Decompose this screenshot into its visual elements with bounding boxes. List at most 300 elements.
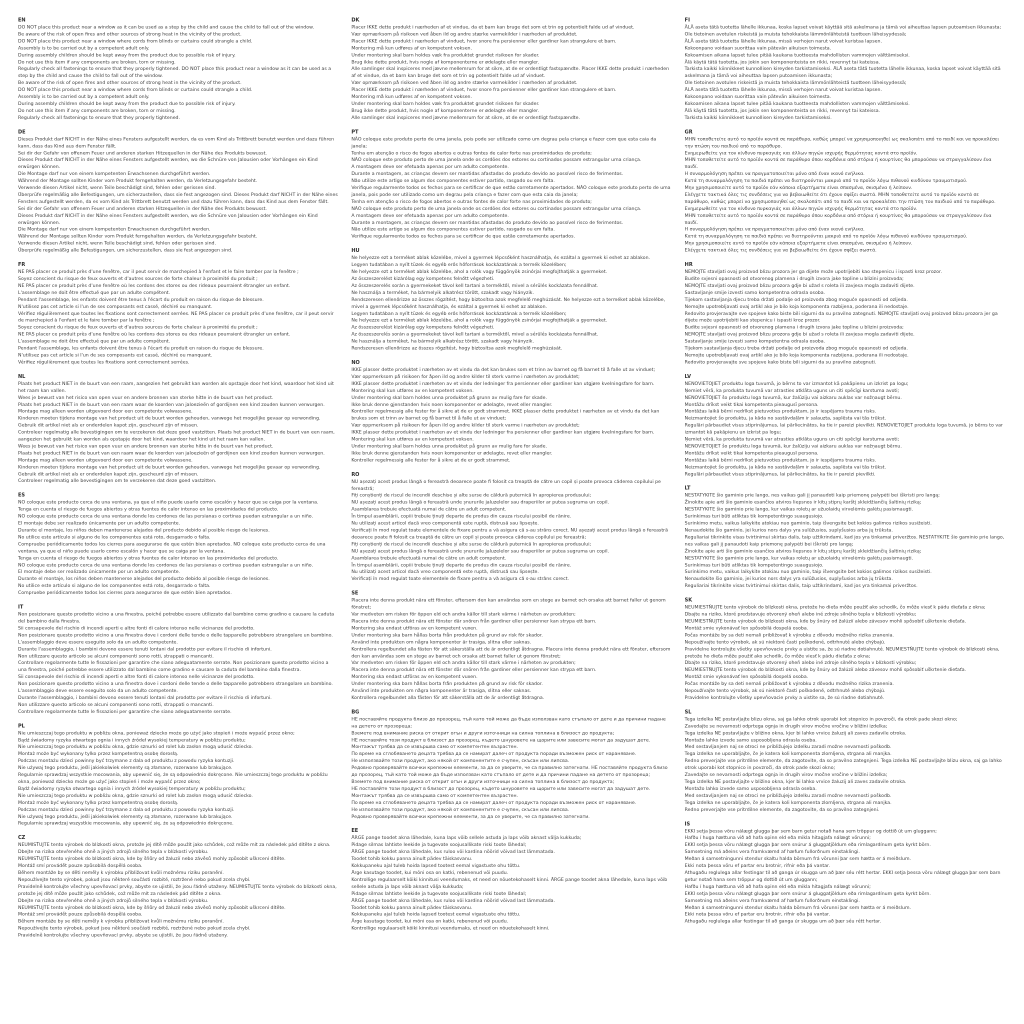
warning-line: Regularnie sprawdzaj wszystkie mocowania, aby upewnić się, że są odpowiednio dokręcone. Nie umieszczaj tego produktu w pobliżu okna, ponieważ dziecko może go użyć jako stopień i może wypaść przez okno; — [18, 772, 328, 785]
warning-line: Kokoamisen aikana lapset tulee pitää kaukana tuotteesta mahdollisten vammojen välttämiseksi. — [684, 52, 910, 58]
warning-line: În timpul asamblării, copiii trebuie ținuți departe de produs din cauza riscului posibil de rănire. — [351, 562, 572, 568]
warning-line: Plaats het product NIET in de buurt van een raam waar de koorden van jaloezieën of gordijnen een kind zouden kunnen verwurgen. — [18, 401, 325, 408]
warning-line: Während der Montage sollten Kinder vom Produkt ferngehalten werden, da Verletzungsgefahr besteht. — [18, 178, 258, 184]
warning-line: Não utilize este artigo se algum dos componentes estiver partido, rasgado ou em falta. — [351, 178, 555, 184]
warning-line: Alle samlinger skal inspiceres med jævne mellemrum for at sikre, at de er ordentligt fastspændte. — [351, 114, 580, 121]
warning-line: Dbejte na rizika otevřeného ohně a jiných zdrojů silného tepla v blízkosti výrobku. — [18, 849, 209, 855]
language-code: ES — [18, 492, 26, 499]
warning-line: L'assemblage ne doit être effectué que par un adulte compétent. — [18, 289, 171, 296]
warning-line: N'utilisez pas cet article si l'un de ses composants est cassé, déchiré ou manquant. — [18, 303, 213, 310]
warning-line: A montagem deve ser efetuada apenas por um adulto competente. — [351, 212, 509, 219]
warning-line: NENOVIETOJIET šo produktu loga tuvumā, kur žalūziju vai aizkaru auklas var nožņaugt bērnu. — [684, 394, 902, 401]
warning-line: Toodet tohib kokku panna ainult pädev täiskasvanu. — [351, 904, 473, 911]
warning-line: Nie używaj tego produktu, jeśli jakiekolwiek elementy są złamane, rozerwane lub brakujące. — [18, 813, 233, 820]
warning-line: Вземете под внимание риска от открит огън и други източници на силна топлина в близост до продукта; — [351, 730, 615, 736]
warning-line: Tenga en cuenta el riesgo de fuegos abiertos y otras fuentes de calor intenso en las proximidades del producto. — [18, 506, 279, 513]
warning-line: Durante a montagem, as crianças devem ser mantidas afastadas do produto devido ao possível risco de ferimentos. — [351, 171, 624, 177]
warning-line: Počas montáže by sa deti nemali približovať k výrobku z dôvodu možného rizika zranenia. — [684, 632, 894, 638]
warning-line: NE PAS placer ce produit près d'une fenêtre, car il peut servir de marchepied à l'enfant et le faire tomber par la fenêtre ; — [18, 269, 299, 275]
warning-line: Nie umieszczaj tego produktu w pobliżu okna, gdzie sznurki od rolet lub zasłon mogą udusić dziecko. — [18, 744, 253, 750]
warning-line: Under montering ska barn hållas borta från produkten på grund av risk för skador. — [351, 632, 543, 638]
warning-line: Dieses Produkt darf NICHT in der Nähe eines Fensters aufgestellt werden, da es vom Kind als Trittbrett benutzt werden und dazu führen kann, dass das Kind aus dem Fenster fällt. — [18, 136, 335, 149]
warning-line: IKKE plasser dette produktet i nærheten av et vindu da det kan brukes som et trinn av barnet og få barnet til å falle ut av vinduet; — [351, 366, 656, 373]
warning-line: Verificați în mod regulat toate elementele de fixare pentru a vă asigura că s-au strâns corect. NU așezați acest produs lângă o fereastră deoarece poate fi folosit ca treaptă de către un copil și poate provoca căderea copilului pe fereastră; — [351, 527, 668, 540]
warning-line: Controleer regelmatig alle bevestigingen om te verzekeren dat deze goed vastzitten. — [18, 478, 217, 484]
warning-line: Toodet tohib kokku panna ainult pädev täiskasvanu. — [351, 856, 473, 862]
warning-line: Kokoamisen aikana lapset tulee pitää kaukana tuotteesta mahdollisten vammojen välttämiseksi. — [684, 100, 910, 107]
warning-line: Redovito provjeravajte sve spojeve kako biste bili sigurni da su pravilno zategnuti. — [684, 359, 877, 365]
warning-line: Soyez conscient du risque de feux ouverts et d'autres sources de forte chaleur à proximité du produit ; — [18, 324, 258, 331]
warning-line: Nepoužívejte tento výrobek, pokud jsou některé součásti rozbité, roztržené nebo pokud zcela chybí. — [18, 925, 251, 932]
warning-line: Nie używaj tego produktu, jeśli jakiekolwiek elementy są złamane, rozerwane lub brakujące. — [18, 765, 233, 771]
warning-line: NÃO coloque este produto perto de uma janela onde os cordões dos estores ou cortinados possam estrangular uma criança. — [351, 157, 642, 163]
warning-line: Μην χρησιμοποιείτε αυτό το προϊόν εάν κάποια εξαρτήματα είναι σπασμένα, σκισμένα ή λείπουν. — [684, 185, 913, 191]
warning-line: Montažo lahko izvede samo usposobljena odrasla oseba. — [684, 785, 817, 792]
warning-line: Pravidelně kontrolujte všechny upevňovací prvky, abyste se ujistili, že jsou řádně utaženy. — [18, 932, 228, 939]
warning-line: Do not use this item if any components are broken, torn or missing. — [18, 107, 176, 114]
language-section-no — [351, 359, 671, 463]
warning-line: Tenha em atenção o risco de fogos abertos e outras fontes de calor forte nas proximidades do produto; — [351, 150, 592, 156]
warning-line: NESTATYKITE šio gaminio prie lango, kur vaikas roletų ar užuolaidų virvelėmis galėtų pasismaugti. — [684, 555, 914, 561]
warning-line: Plaats het product NIET in de buurt van een raam waar de koorden van jaloezieën of gordijnen een kind zouden kunnen verwurgen. — [18, 450, 325, 456]
warning-line: Ņemiet vērā, ka produkta tuvumā var atrasties atklāta uguns un citi spēcīgi karstuma avoti; — [684, 387, 900, 394]
warning-line: ÄRGE pange toodet akna lähedale, kuna laps võib sellele astuda ja laps võib aknast välja kukkuda; — [351, 835, 582, 841]
warning-line: NEMOJTE stavljati ovaj proizvod blizu prozora gdje bi užad s roleta ili zavjesa mogla zadaviti dijete. — [684, 282, 915, 289]
warning-line: No utilice este artículo si alguno de los componentes está roto, desgarrado o falta. — [18, 534, 211, 540]
warning-line: Pravidelně kontrolujte všechny upevňovací prvky, abyste se ujistili, že jsou řádně utaženy. NEUMISŤUJTE tento výrobek do blízkosti okna, protože jej dítě může použít jako schůdek, což může mít za následek pád dítěte z okna. — [18, 883, 337, 897]
language-section-dk — [351, 17, 671, 121]
warning-line: Compruebe periódicamente todos los cierres para asegurarse de que estén bien apretados. NO coloque este producto cerca de una ventana, ya que el niño puede usarlo como escalón y hacer que se caiga por la ventana. — [18, 541, 326, 554]
warning-line: Placer IKKE dette produkt i nærheden af et vindue, da et barn kan bruge det som et trin og potentielt falde ud af vinduet. — [351, 24, 635, 30]
warning-line: Dieses Produkt darf NICHT in der Nähe eines Fensters aufgestellt werden, wo die Schnüre von Jalousien oder Vorhängen ein Kind erwürgen können. — [18, 157, 318, 170]
warning-line: NO coloque este producto cerca de una ventana donde los cordones de las persianas o cortinas puedan estrangular a un niño. — [18, 562, 314, 568]
warning-line: Compruebe periódicamente todos los cierres para asegurarse de que estén bien apretados. — [18, 590, 232, 596]
warning-line: NESTATYKITE šio gaminio prie lango, nes vaikas gali jį panaudoti kaip priemonę palypėti bei iškristi pro langą; — [684, 492, 940, 499]
warning-line: NE PAS placer ce produit près d'une fenêtre où les cordons des stores ou des rideaux pourraient étrangler un enfant. — [18, 331, 291, 338]
warning-line: Montáž smí provádět pouze způsobilá dospělá osoba. — [18, 863, 143, 869]
warning-line: Hafðu í huga hættuna við að hafa opinn eld eða mikla hitagjafa nálægt vörunni; — [684, 835, 871, 841]
language-code: SE — [351, 590, 359, 597]
warning-line: Nepoužívajte tento výrobok, ak sú niektoré časti poškodené, odtrhnuté alebo chýbajú. — [684, 639, 886, 645]
warning-line: Pravidelne kontrolujte všetky upevňovacie prvky a uistite sa, že sú riadne dotiahnuté. — [684, 694, 885, 701]
warning-line: Sei dir der Gefahr von offenem Feuer und anderen starken Hitzequellen in der Nähe des Produkts bewusst. — [18, 150, 267, 156]
warning-line: Placera inte denna produkt nära ett fönster där snören från gardiner eller persienner kan strypa ett barn. — [351, 618, 597, 624]
warning-line: Вземете под внимание риска от открит огън и други източници на силна топлина в близост до продукта; — [351, 779, 615, 785]
warning-line: Tega izdelka NE postavljajte v bližino okna, kjer bi lahko vrvice žaluzij ali zaves zadavile otroka. — [684, 730, 907, 736]
language-code: CZ — [18, 835, 26, 841]
language-code: IS — [684, 821, 691, 827]
warning-line: Pendant l'assemblage, les enfants doivent être tenus à l'écart du produit en raison du risque de blessure. — [18, 345, 264, 352]
language-code: BG — [351, 709, 360, 715]
warning-line: Montering skal kun utføres av en kompetent voksen. — [351, 436, 474, 443]
warning-line: Montáž smí provádět pouze způsobilá dospělá osoba. — [18, 911, 143, 918]
warning-line: Sii consapevole del rischio di incendi aperti e altre fonti di calore intenso nelle vicinanze del prodotto. — [18, 625, 255, 631]
warning-line: Κατά τη συναρμολόγηση τα παιδιά πρέπει να διατηρούνται μακριά από το προϊόν λόγω πιθανού κινδύνου τραυματισμού. — [684, 178, 968, 184]
warning-line: NENOVIETOJIET produktu loga tuvumā, jo bērns to var izmantot kā pakāpienu un izkrist pa logu; — [684, 380, 909, 387]
warning-line: Tarkista kaikki kiinnikkeet kunnollisen kireyden tarkistamiseksi. — [684, 114, 832, 121]
warning-line: NEUMISŤUJTE tento výrobek do blízkosti okna, kde by šňůry od žaluzií nebo závěsů mohly způsobit uškrcení dítěte. — [18, 904, 286, 911]
warning-line: Neizmantojiet šo produktu, ja kāda no sastāvdaļām ir salauzta, saplēsta vai tās trūkst. — [684, 464, 886, 470]
warning-line: По време на сглобяването децата трябва да се намират далеч от продукта поради възможен риск от нараняване. — [351, 751, 637, 757]
warning-line: NU așezați acest produs lângă o fereastră unde șnururile jaluzelelor sau draperiilor ar putea sugruma un copil. — [351, 499, 609, 506]
warning-line: Nu utilizați acest articol dacă vreo componentă este ruptă, distrusă sau lipsește. — [351, 520, 539, 527]
language-code: EN — [18, 17, 26, 23]
warning-line: Ενημερωθείτε για τον κίνδυνο πυρκαγιάς και άλλων πηγών ισχυρής θερμότητας κοντά στο προϊόν. — [684, 150, 918, 156]
warning-line: Montāžu drīkst veikt tikai kompetenta pieaugusī persona. — [684, 450, 819, 456]
language-code: PL — [18, 723, 25, 729]
warning-line: Montering ska endast utföras av en kompetent vuxen. — [351, 625, 478, 631]
language-code: GR — [684, 129, 693, 135]
warning-line: Ärge kasutage toodet, kui mõni osa on katki, rebenenud või puudu. — [351, 869, 509, 876]
warning-line: Montering må kun udføres af en kompetent voksen. — [351, 94, 472, 100]
warning-line: Kontrollera regelbundet alla fästen för att säkerställa att de är ordentligt åtdragna. Placera inte denna produkt nära ett fönster, eftersom den kan användas som en stege av barnet och orsaka att barnet faller ut genom fönstret; — [351, 646, 671, 659]
warning-line: Durante l'assemblaggio, i bambini devono essere tenuti lontani dal prodotto per evitare il rischio di infortuni. — [18, 694, 272, 701]
language-code: FR — [18, 262, 26, 268]
warning-line: Pidage silmas lahtiste leekide ja tugevate soojusallikate riski toote lähedal; — [351, 890, 527, 897]
warning-line: Montāžas laikā bērni nedrīkst pietuvoties produktam, jo ir iespējams traumu risks. — [684, 408, 877, 415]
warning-line: Placer IKKE dette produkt i nærheden af vinduet, hvor snore fra persienner eller gardiner kan strangulere et barn. — [351, 87, 617, 93]
warning-line: Surinkimo metu, vaikus laikykite atokiau nuo gaminio, taip išvengsite bet kokios galimos rizikos susižeisti. — [684, 569, 932, 575]
warning-line: Rendszeresen ellenőrizze az összes rögzítést, hogy biztosítsa azok megfelelő meghúzását. Ne helyezze ezt a terméket ablak közelébe, mivel a gyermek lépcsőként használhatja, és ezáltal a gyermek ki eshet az ablakon. — [351, 296, 666, 310]
warning-line: Fiți conștienți de riscul de incendii deschise și alte surse de căldură puternică în apropierea produsului; — [351, 541, 592, 547]
warning-line: Bądź świadomy ryzyka otwartego ognia i innych źródeł wysokiej temperatury w pobliżu produktu; — [18, 785, 246, 792]
column-right — [685, 17, 1005, 947]
warning-line: Älä käytä tätä tuotetta, jos jokin sen komponenteista on rikki, revennyt tai kateissa. — [684, 107, 881, 114]
warning-line: NEMOJTE stavljati ovaj proizvod blizu prozora gdje bi užad s roleta ili zavjesa mogla zadaviti dijete. — [684, 331, 915, 338]
warning-line: Regularly check all fastenings to ensure that they properly tightened. DO NOT place this product near a window as it can be used as a step by the child and cause the child to fall out of the window. — [18, 66, 332, 79]
warning-line: Μην χρησιμοποιείτε αυτό το προϊόν εάν κάποια εξαρτήματα είναι σπασμένα, σκισμένα ή λείπουν. — [684, 240, 913, 247]
warning-line: No utilice este artículo si alguno de los componentes está roto, desgarrado o falta. — [18, 583, 211, 589]
language-section-pl — [18, 723, 338, 827]
language-section-hu — [351, 248, 671, 352]
warning-line: Sei dir der Gefahr von offenem Feuer und anderen starken Hitzequellen in der Nähe des Produkts bewusst. — [18, 205, 267, 212]
warning-line: Montage mag alleen worden uitgevoerd door een competente volwassene. — [18, 457, 193, 463]
warning-line: Legyen tudatában a nyílt tüzek és egyéb erős hőforrások kockázatának a termék közelében; — [351, 262, 567, 268]
warning-line: Under montering ska barn hållas borta från produkten på grund av risk för skador. — [351, 681, 543, 687]
warning-line: Montáž smie vykonávať len spôsobilá dospelá osoba. — [684, 674, 809, 680]
language-code: SK — [684, 597, 693, 604]
warning-line: Žinokite apie arti šio gaminio esančios atviros liepsnos ir kitų stiprų karštį skleidžiančių šaltinių riziką; — [684, 548, 922, 554]
warning-line: Durante a montagem, as crianças devem ser mantidas afastadas do produto devido ao possível risco de ferimentos. — [351, 219, 624, 226]
warning-line: Durante l'assemblaggio, i bambini devono essere tenuti lontani dal prodotto per evitare il rischio di infortuni. — [18, 646, 272, 652]
warning-line: Var medveten om risken för öppen eld och andra källor till stark värme i närheten av produkten; — [351, 660, 576, 666]
warning-line: Var medveten om risken för öppen eld och andra källor till stark värme i närheten av produkten; — [351, 611, 576, 618]
warning-line: Dieses Produkt darf NICHT in der Nähe eines Fensters aufgestellt werden, wo die Schnüre von Jalousien oder Vorhängen ein Kind erwürgen können. — [18, 212, 318, 226]
warning-line: Redovito provjeravajte sve spojeve kako biste bili sigurni da su pravilno zategnuti. NEMOJTE stavljati ovaj proizvod blizu prozora jer ga dijete može upotrijebiti kao stepenicu i ispasti kroz prozor. — [684, 310, 998, 324]
warning-line: Dbajte na riziko, ktoré predstavuje otvorený oheň alebo iné zdroje silného tepla v blízkosti výrobku; — [684, 611, 917, 618]
warning-line: NEUMIESTŇUJTE tento výrobok do blízkosti okna, kde by šnúry od žalúzií alebo závesov mohli spôsobiť uškrtenie dieťaťa. — [684, 667, 967, 673]
warning-line: Vérifiez régulièrement que toutes les fixations sont correctement serrées. NE PAS placer ce produit près d'une fenêtre, car il peut servir de marchepied à l'enfant et le faire tomber par la fenêtre ; — [18, 310, 334, 324]
warning-line: Tijekom sastavljanja djecu treba držati podalje od proizvoda zbog moguće opasnosti od ozljeda. — [684, 296, 908, 303]
warning-line: ÄRGE pange toodet akna lähedale, kus ruloo või kardina nöörid võivad last lämmatada. — [351, 849, 555, 855]
warning-line: NU așezați acest produs lângă o fereastră unde șnururile jaluzelelor sau draperiilor ar putea sugruma un copil. — [351, 548, 609, 554]
warning-line: DO NOT place this product near a window where cords from blinds or curtains could strangle a child. — [18, 87, 253, 93]
language-code: NO — [351, 359, 360, 366]
warning-line: Plaats het product NIET in de buurt van een raam, aangezien het gebruikt kan worden als opstapje door het kind, waardoor het kind uit het raam kan vallen. — [18, 380, 334, 394]
warning-line: Verifique regularmente todos os fechos para se certificar de que estão corretamente apertados. NÃO coloque este produto perto de uma janela, pois pode ser utilizado como um degrau pela criança e fazer com que esta caia da janela; — [351, 185, 671, 198]
language-section-en — [18, 17, 338, 121]
warning-line: Montering skal kun utføres av en kompetent voksen. — [351, 387, 474, 394]
warning-line: НЕ поставяйте този продукт в близост до прозорец, където шнуровете на щорите или завесите могат да задушат дете. — [351, 737, 651, 743]
warning-line: Med sestavljanjem naj se otroci ne približujejo izdelku zaradi možne nevarnosti poškodb. — [684, 792, 892, 799]
language-section-ro — [351, 471, 671, 582]
warning-line: Não utilize este artigo se algum dos componentes estiver partido, rasgado ou em falta. — [351, 226, 555, 233]
warning-line: Under montering skal barn holdes væk fra produktet grundet risikoen for skader. — [351, 100, 540, 107]
warning-line: Assembly is to be carried out by a competent adult only. — [18, 94, 150, 100]
warning-line: Sastavljanje smije izvesti samo kompetentna odrasla osoba. — [684, 338, 826, 345]
warning-line: Ne helyezze ezt a terméket ablak közelébe, ahol a rolók vagy függönyök zsinórjai megfojthatják a gyermeket. — [351, 317, 608, 324]
warning-line: Controleer regelmatig alle bevestigingen om te verzekeren dat deze goed vastzitten. Plaats het product NIET in de buurt van een raam, aangezien het gebruikt kan worden als opstapje door het kind, waardoor het kind uit het raam kan vallen. — [18, 429, 335, 443]
warning-line: Redno preverjajte vse pritrdilne elemente, da zagotovite, da so pravilno zategnjeni. Tega izdelka NE postavljajte blizu okna, saj ga lahko otrok uporabi kot stopnico in povzroči, da otrok pade skozi okno; — [684, 758, 1002, 771]
warning-line: Montāžu drīkst veikt tikai kompetenta pieaugusī persona. — [684, 401, 819, 408]
warning-line: ÄLÄ aseta tätä tuotetta lähelle ikkunaa, missä verhojen narut voivat kuristaa lapsen. — [684, 38, 882, 44]
warning-line: Do not use this item if any components are broken, torn or missing. — [18, 59, 176, 65]
warning-line: Placera inte denna produkt nära ett fönster, eftersom den kan användas som en stege av barnet och orsaka att barnet faller ut genom fönstret; — [351, 597, 666, 611]
warning-line: Ņemiet vērā, ka produkta tuvumā var atrasties atklāta uguns un citi spēcīgi karstuma avoti; — [684, 436, 900, 443]
warning-line: Ne használja a terméket, ha bármelyik alkatrész törött, szakadt vagy hiányzik. — [351, 338, 534, 345]
warning-line: Meðan á samsetningunni stendur skaltu halda börnum frá vörunni þar sem hætta er á meiðslum. — [684, 904, 911, 911]
warning-line: NEUMISŤUJTE tento výrobek do blízkosti okna, protože jej dítě může použít jako schůdek, což může mít za následek pád dítěte z okna. — [18, 842, 331, 848]
warning-line: Kontrollera regelbundet alla fästen för att säkerställa att de är ordentligt åtdragna. — [351, 694, 545, 701]
warning-line: Regulāri pārbaudiet visus stiprinājumus, lai pārliecinātos, ka tie ir pareizi pievilkti. — [684, 471, 876, 477]
warning-line: Не използвайте този продукт, ако някой от компонентите е счупен, скъсан или липсва. — [351, 806, 570, 813]
warning-line: Az összeszerelést kizárólag egy kompetens felnőtt végezheti. — [351, 324, 495, 331]
warning-line: L'assemblage ne doit être effectué que par un adulte compétent. — [18, 338, 171, 345]
warning-line: Non posizionare questo prodotto vicino a una finestra dove i cordoni delle tende o delle tapparelle potrebbero strangolare un bambino. — [18, 632, 333, 638]
warning-line: NÃO coloque este produto perto de uma janela onde os cordões dos estores ou cortinados possam estrangular uma criança. — [351, 205, 642, 212]
warning-line: Neizmantojiet šo produktu, ja kāda no sastāvdaļām ir salauzta, saplēsta vai tās trūkst. — [684, 415, 886, 422]
warning-line: Controllare regolarmente tutte le fissazioni per garantire che siano adeguatamente serrate. — [18, 708, 232, 715]
warning-line: Az összeszerelést kizárólag egy kompetens felnőtt végezheti. — [351, 276, 495, 282]
warning-line: Überprüfe regelmäßig alle Befestigungen, um sicherzustellen, dass sie fest angezogen sind. — [18, 247, 233, 254]
warning-line: Kontroller regelmessig alle fester for å sikre at de er godt strammet. IKKE plasser dette produktet i nærheten av et vindu da det kan brukes som et trinn av barnet og få barnet til å falle ut av vinduet; — [351, 408, 660, 422]
language-section-pt — [351, 129, 671, 240]
warning-line: Non posizionare questo prodotto vicino a una finestra, poiché potrebbe essere utilizzato dal bambino come gradino e causare la caduta del bambino dalla finestra. — [18, 611, 335, 624]
warning-line: Controllare regolarmente tutte le fissazioni per garantire che siano adeguatamente serrate. Non posizionare questo prodotto vicino a una finestra, poiché potrebbe essere utilizzato dal bambino come gradino e causare la caduta del bambino dalla finestra. — [18, 660, 329, 673]
warning-line: Nie umieszczaj tego produktu w pobliżu okna, ponieważ dziecko może go użyć jako stopień i może wypaść przez okno; — [18, 730, 295, 736]
warning-line: Montering må kun udføres af en kompetent voksen. — [351, 45, 472, 51]
language-section-hr — [685, 262, 1005, 366]
warning-line: Ekki nota þessa vöru ef partar eru brotnir, rifnir eða þá vantar. — [684, 863, 831, 869]
warning-line: Alle samlinger skal inspiceres med jævne mellemrum for at sikre, at de er ordentligt fastspændte. Placer IKKE dette produkt i nærheden af et vindue, da et barn kan bruge det som et trin og potentielt falde ud af vinduet. — [351, 66, 670, 79]
warning-line: Non utilizzare questo articolo se alcuni componenti sono rotti, strappati o mancanti. — [18, 653, 214, 659]
warning-line: Ne helyezze ezt a terméket ablak közelébe, mivel a gyermek lépcsőként használhatja, és ezáltal a gyermek ki eshet az ablakon. — [351, 255, 651, 261]
warning-line: Verificați în mod regulat toate elementele de fixare pentru a vă asigura că s-au strâns corect. — [351, 576, 569, 582]
warning-line: Монтажът трябва да се извършва само от компетентен възрастен. — [351, 792, 518, 799]
warning-line: Tega izdelka NE postavljajte v bližino okna, kjer bi lahko vrvice žaluzij ali zaves zadavile otroka. — [684, 779, 907, 785]
warning-line: NEUMIESTŇUJTE tento výrobok do blízkosti okna, kde by šnúry od žalúzií alebo závesov mohli spôsobiť uškrtenie dieťaťa. — [684, 618, 967, 624]
warning-line: Sii consapevole del rischio di incendi aperti e altre fonti di calore intenso nelle vicinanze del prodotto. — [18, 674, 255, 680]
warning-line: Nenaudokite šio gaminio, jei kurios nors dalys yra sulūžusios, suplyšusios arba jų trūksta. — [684, 527, 893, 533]
warning-line: Nu utilizați acest articol dacă vreo componentă este ruptă, distrusă sau lipsește. — [351, 569, 539, 575]
warning-line: Pendant l'assemblage, les enfants doivent être tenus à l'écart du produit en raison du risque de blessure. — [18, 296, 264, 303]
language-code: HR — [684, 262, 693, 268]
warning-line: IKKE plasser dette produktet i nærheten av et vindu der ledninger fra persienner eller gardiner kan utgjøre kvelningsfare for barn. — [351, 380, 655, 387]
warning-line: El montaje debe ser realizado únicamente por un adulto competente. — [18, 520, 181, 527]
warning-line: NO coloque este producto cerca de una ventana donde los cordones de las persianas o cortinas puedan estrangular a un niño. — [18, 513, 314, 520]
warning-line: Не използвайте този продукт, ако някой от компонентите е счупен, скъсан или липсва. — [351, 758, 570, 764]
warning-line: Wees je bewust van het risico van open vuur en andere bronnen van sterke hitte in de buurt van het product. — [18, 443, 274, 449]
warning-line: Nemojte upotrebljavati ovaj artikl ako je bilo koja komponenta razbijena, poderana ili nedostaje. — [684, 303, 909, 310]
language-code: PT — [351, 129, 359, 135]
warning-line: Durante el montaje, los niños deben mantenerse alejados del producto debido al posible riesgo de lesiones. — [18, 527, 270, 533]
warning-line: Wees je bewust van het risico van open vuur en andere bronnen van sterke hitte in de buurt van het product. — [18, 394, 274, 401]
warning-line: NU așezați acest produs lângă o fereastră deoarece poate fi folosit ca treaptă de către un copil și poate provoca căderea copilului pe fereastră; — [351, 478, 661, 492]
language-section-nl — [18, 373, 338, 484]
warning-line: Ole tietoinen avotulen riskeistä ja muista tehokkaista lämmönlähteistä tuotteen läheisyydessä; — [684, 31, 907, 37]
warning-line: During assembly children should be kept away from the product due to possible risk of injury. — [18, 52, 236, 58]
warning-line: Ενημερωθείτε για τον κίνδυνο πυρκαγιάς και άλλων πηγών ισχυρής θερμότητας κοντά στο προϊόν. — [684, 205, 918, 212]
warning-line: Montaż może być wykonany tylko przez kompetentną osobę dorosłą. — [18, 799, 179, 806]
warning-line: NEUMIESTŇUJTE tento výrobok do blízkosti okna, pretože ho dieťa môže použiť ako schodík, čo môže viesť k pádu dieťaťa z okna; — [684, 604, 986, 611]
warning-line: Athugaðu reglulega allar festingar til að ganga úr skugga um að þær séu rétt hertar. — [684, 918, 882, 925]
warning-line: Montaż może być wykonany tylko przez kompetentną osobę dorosłą. — [18, 751, 179, 757]
warning-line: NEMOJTE stavljati ovaj proizvod blizu prozora jer ga dijete može upotrijebiti kao stepenicu i ispasti kroz prozor. — [684, 269, 942, 275]
warning-line: Montažo lahko izvede samo usposobljena odrasla oseba. — [684, 737, 817, 743]
warning-line: Pravidelne kontrolujte všetky upevňovacie prvky a uistite sa, že sú riadne dotiahnuté. NEUMIESTŇUJTE tento výrobok do blízkosti okna, pretože ho dieťa môže použiť ako schodík, čo môže viesť k pádu dieťaťa z okna; — [684, 646, 1000, 659]
warning-line: Regularnie sprawdzaj wszystkie mocowania, aby upewnić się, że są odpowiednio dokręcone. — [18, 820, 234, 827]
warning-line: Kokoonpano voidaan suorittaa vain pätevän aikuisen toimesta. — [684, 94, 832, 100]
warning-line: Nenaudokite šio gaminio, jei kurios nors dalys yra sulūžusios, suplyšusios arba jų trūksta. — [684, 576, 893, 582]
warning-line: Gebruik dit artikel niet als er onderdelen kapot zijn, gescheurd zijn of missen. — [18, 422, 199, 429]
warning-line: Asamblarea trebuie efectuată numai de către un adult competent. — [351, 555, 507, 561]
warning-line: Verifique regularmente todos os fechos para se certificar de que estão corretamente apertados. — [351, 233, 576, 240]
warning-line: Med sestavljanjem naj se otroci ne približujejo izdelku zaradi možne nevarnosti poškodb. — [684, 744, 892, 750]
warning-line: Sastavljanje smije izvesti samo kompetentna odrasla osoba. — [684, 289, 826, 296]
warning-line: Vérifiez régulièrement que toutes les fixations sont correctement serrées. — [18, 359, 190, 365]
warning-line: Редовно проверявайте всички крепежни елементи, за да се уверите, че са правилно затегнати. НЕ поставяйте продукта близо до прозорец, тъй като той може да бъде използван като стъпало от дете и да причини падане на детето от прозореца; — [351, 765, 668, 778]
warning-line: Regulāri pārbaudiet visus stiprinājumus, lai pārliecinātos, ka tie ir pareizi pievilkti. NENOVIETOJIET produktu loga tuvumā, jo bērns to var izmantot kā pakāpienu un izkrist pa logu; — [684, 422, 1003, 436]
warning-line: A montagem deve ser efetuada apenas por um adulto competente. — [351, 164, 509, 170]
warning-line: Surinkimas turi būti atliktas tik kompetentingo suaugusiojo. — [684, 562, 824, 568]
warning-line: Asamblarea trebuie efectuată numai de către un adult competent. — [351, 506, 507, 513]
warning-line: Überprüfe regelmäßig alle Befestigungen, um sicherzustellen, dass sie fest angezogen sind. Dieses Produkt darf NICHT in der Nähe eines Fensters aufgestellt werden, da es vom Kind als Trittbrett benutzt werden und dazu führen kann, dass das Kind aus dem Fenster fällt. — [18, 191, 338, 205]
warning-line: Montering ska endast utföras av en kompetent vuxen. — [351, 674, 478, 680]
warning-line: NO coloque este producto cerca de una ventana, ya que el niño puede usarlo como escalón y hacer que se caiga por la ventana. — [18, 499, 319, 506]
language-code: IT — [18, 604, 24, 611]
warning-line: Reguliariai tikrinkite visas tvirtinimui skirtas dalis, taip užtikrindami, kad jos yra tinkamai priveržtos. NESTATYKITE šio gaminio prie lango, nes vaikas gali jį panaudoti kaip priemonę palypėti bei iškristi pro langą; — [684, 534, 1005, 547]
warning-line: Монтажът трябва да се извършва само от компетентен възрастен. — [351, 744, 518, 750]
language-section-bg — [351, 709, 671, 820]
warning-line: Dbajte na riziko, ktoré predstavuje otvorený oheň alebo iné zdroje silného tepla v blízkosti výrobku; — [684, 660, 917, 666]
warning-line: EKKI setja þessa vöru nálægt glugga þar sem snúrur á gluggatjöldum eða rimlagardínum geta kyrkt börn. — [684, 842, 931, 848]
warning-line: Legyen tudatában a nyílt tüzek és egyéb erős hőforrások kockázatának a termék közelében; — [351, 310, 567, 317]
language-section-es — [18, 492, 338, 596]
language-section-is — [685, 821, 1005, 925]
warning-line: Meðan á samsetningunni stendur skaltu halda börnum frá vörunni þar sem hætta er á meiðslum. — [684, 856, 911, 862]
warning-line: EKKI setja þessa vöru nálægt glugga þar sem barn getur notað hana sem tröppur og dottið út um gluggann; — [684, 828, 937, 834]
warning-line: Surinkimas turi būti atliktas tik kompetentingo suaugusiojo. — [684, 513, 824, 520]
warning-line: Během montáže by se děti neměly k výrobku přibližovat kvůli možnému riziku poranění. — [18, 869, 224, 876]
warning-line: Gebruik dit artikel niet als er onderdelen kapot zijn, gescheurd zijn of missen. — [18, 471, 199, 477]
warning-line: Placera inte denna produkt nära ett fönster där snören från gardiner eller persienner kan strypa ett barn. — [351, 667, 597, 673]
language-code: RO — [351, 471, 360, 478]
warning-line: ΜΗΝ τοποθετείτε αυτό το προϊόν κοντά σε παράθυρο όπου κορδόνια από στόρια ή κουρτίνες θα μπορούσαν να στραγγαλίσουν ένα παιδί. — [684, 212, 992, 226]
warning-line: Athugaðu reglulega allar festingar til að ganga úr skugga um að þær séu rétt hertar. EKKI setja þessa vöru nálægt glugga þar sem barn getur notað hana sem tröppur og dottið út um gluggann; — [684, 869, 1001, 883]
warning-line: Ärge kasutage toodet, kui mõni osa on katki, rebenenud või puudu. — [351, 918, 509, 925]
warning-line: По време на сглобяването децата трябва да се намират далеч от продукта поради възможен риск от нараняване. — [351, 799, 637, 806]
warning-line: Tega izdelka ne uporabljajte, če je katera koli komponenta zlomljena, strgana ali manjka. — [684, 799, 892, 806]
warning-line: Während der Montage sollten Kinder vom Produkt ferngehalten werden, da Verletzungsgefahr besteht. — [18, 233, 258, 240]
language-section-lv — [685, 373, 1005, 477]
warning-line: ΜΗΝ τοποθετείτε αυτό το προϊόν κοντά σε παράθυρο, καθώς μπορεί να χρησιμοποιηθεί ως σκαλοπάτι από το παιδί και να προκαλέσει την πτώση του παιδιού από το παράθυρο. — [684, 136, 1000, 149]
warning-line: Kontrollige regulaarselt kõiki kinnitusi veendumaks, et need on nõuetekohaselt kinni. — [351, 925, 550, 932]
warning-line: Under montering skal barn holdes unna produktet på grunn av mulig fare for skade. — [351, 394, 547, 401]
warning-line: Placer IKKE dette produkt i nærheden af vinduet, hvor snore fra persienner eller gardiner kan strangulere et barn. — [351, 38, 617, 44]
warning-line: Soyez conscient du risque de feux ouverts et d'autres sources de forte chaleur à proximité du produit ; — [18, 276, 258, 282]
warning-line: Ikke bruk denne gjenstanden hvis noen komponenter er ødelagte, revet eller mangler. — [351, 450, 553, 456]
warning-line: NEUMISŤUJTE tento výrobek do blízkosti okna, kde by šňůry od žaluzií nebo závěsů mohly způsobit uškrcení dítěte. — [18, 856, 286, 862]
language-section-sl — [685, 709, 1005, 813]
warning-line: N'utilisez pas cet article si l'un de ses composants est cassé, déchiré ou manquant. — [18, 352, 213, 358]
language-code: DK — [351, 17, 360, 23]
warning-line: Använd inte produkten om några komponenter är trasiga, slitna eller saknas. — [351, 688, 532, 694]
warning-line: Hafðu í huga hættuna við að hafa opinn eld eða mikla hitagjafa nálægt vörunni; — [684, 883, 871, 890]
warning-line: Under montering skal barn holdes væk fra produktet grundet risikoen for skader. — [351, 52, 540, 58]
warning-line: Η συναρμολόγηση πρέπει να πραγματοποιείται μόνο από έναν ικανό ενήλικα. — [684, 226, 865, 233]
warning-line: IKKE plasser dette produktet i nærheten av et vindu der ledninger fra persienner eller gardiner kan utgjøre kvelningsfare for barn. — [351, 429, 655, 436]
warning-line: Montáž smie vykonávať len spôsobilá dospelá osoba. — [684, 625, 809, 631]
warning-line: Durante el montaje, los niños deben mantenerse alejados del producto debido al posible riesgo de lesiones. — [18, 576, 270, 582]
column-left — [18, 17, 338, 947]
warning-line: Tega izdelka NE postavljajte blizu okna, saj ga lahko otrok uporabi kot stopnico in povzroči, da otrok pade skozi okno; — [684, 716, 958, 722]
warning-line: Brug ikke dette produkt, hvis nogle af komponenterne er ødelagte eller mangler. — [351, 59, 540, 65]
warning-line: EKKI setja þessa vöru nálægt glugga þar sem snúrur á gluggatjöldum eða rimlagardínum geta kyrkt börn. — [684, 890, 931, 897]
warning-line: Ελέγχετε τακτικά όλες τις συνδέσεις για να βεβαιωθείτε ότι έχουν σφίξει σωστά. — [684, 247, 877, 254]
warning-line: Använd inte produkten om några komponenter är trasiga, slitna eller saknas. — [351, 639, 532, 645]
language-section-de — [18, 129, 338, 254]
warning-line: Vær opmærksom på risikoen ved åben ild og andre stærke varmekilder i nærheden af produktet. — [351, 80, 578, 86]
warning-line: Ole tietoinen avotulen riskeistä ja muista tehokkaista lämmönlähteistä tuotteen läheisyydessä; — [684, 80, 907, 86]
language-code: LT — [684, 485, 691, 492]
warning-line: Редовно проверявайте всички крепежни елементи, за да се уверите, че са правилно затегнати. — [351, 813, 590, 820]
warning-line: Verwende diesen Artikel nicht, wenn Teile beschädigt sind, fehlen oder gerissen sind. — [18, 185, 216, 191]
warning-line: Kinderen moeten tijdens montage van het product uit de buurt worden gehouden, vanwege het mogelijke gevaar op verwonding. — [18, 464, 321, 470]
warning-line: Tenha em atenção o risco de fogos abertos e outras fontes de calor forte nas proximidades do produto; — [351, 198, 592, 205]
warning-line: El montaje debe ser realizado únicamente por un adulto competente. — [18, 569, 181, 575]
warning-line: Be aware of the risk of open fires and other sources of strong heat in the vicinity of the product. — [18, 31, 242, 37]
warning-line: Žinokite apie arti šio gaminio esančios atviros liepsnos ir kitų stiprų karštį skleidžiančių šaltinių riziką; — [684, 499, 922, 506]
warning-line: Rendszeresen ellenőrizze az összes rögzítést, hogy biztosítsa azok megfelelő meghúzását. — [351, 345, 563, 352]
warning-line: ÄLÄ aseta tätä tuotetta lähelle ikkunaa, koska lapset voivat käyttää sitä askelmana ja tämä voi aiheuttaa lapsen putoamisen ikkunasta; — [684, 24, 1002, 30]
warning-line: Podczas montażu dzieci powinny być trzymane z dala od produktu z powodu ryzyka kontuzji. — [18, 758, 235, 764]
language-code: FI — [684, 17, 690, 23]
warning-line: Die Montage darf nur von einem kompetenten Erwachsenen durchgeführt werden. — [18, 171, 211, 177]
warning-line: Nie umieszczaj tego produktu w pobliżu okna, gdzie sznurki od rolet lub zasłon mogą udusić dziecko. — [18, 792, 253, 799]
warning-line: NÃO coloque este produto perto de uma janela, pois pode ser utilizado como um degrau pela criança e fazer com que esta caia da janela; — [351, 136, 657, 149]
language-section-fi — [685, 17, 1005, 121]
language-section-ee — [351, 828, 671, 932]
warning-line: Surinkimo metu, vaikus laikykite atokiau nuo gaminio, taip išvengsite bet kokios galimos rizikos susižeisti. — [684, 520, 932, 527]
warning-line: Podczas montażu dzieci powinny być trzymane z dala od produktu z powodu ryzyka kontuzji. — [18, 806, 235, 813]
warning-line: Kokkupaneku ajal tuleb hoida lapsed tootest eemal vigastuste ohu tõttu. — [351, 911, 521, 918]
warning-line: ΜΗΝ τοποθετείτε αυτό το προϊόν κοντά σε παράθυρο όπου κορδόνια από στόρια ή κουρτίνες θα μπορούσαν να στραγγαλίσουν ένα παιδί. — [684, 157, 992, 170]
warning-line: Budite svjesni opasnosti od otvorenog plamena i drugih izvora jake topline u blizini proizvoda; — [684, 324, 904, 331]
warning-line: Nemojte upotrebljavati ovaj artikl ako je bilo koja komponenta razbijena, poderana ili nedostaje. — [684, 352, 909, 358]
warning-line: Zavedajte se nevarnosti odprtega ognja in drugih virov močne vročine v bližini izdelka; — [684, 772, 888, 778]
warning-line: Nepoužívajte tento výrobok, ak sú niektoré časti poškodené, odtrhnuté alebo chýbajú. — [684, 688, 886, 694]
warning-line: Vær oppmerksom på risikoen for åpen ild og andre kilder til sterk varme i nærheten av produktet; — [351, 422, 580, 429]
language-code: DE — [18, 129, 26, 135]
language-section-it — [18, 604, 338, 715]
warning-line: Zavedajte se nevarnosti odprtega ognja in drugih virov močne vročine v bližini izdelka; — [684, 723, 888, 729]
warning-line: Fiți conștienți de riscul de incendii deschise și alte surse de căldură puternică în apropierea produsului; — [351, 492, 592, 499]
warning-line: L'assemblaggio deve essere eseguito solo da un adulto competente. — [18, 639, 178, 645]
language-code: NL — [18, 373, 26, 380]
warning-line: Ελέγχετε τακτικά όλες τις συνδέσεις για να βεβαιωθείτε ότι έχουν σφίξει σωστά. ΜΗΝ τοποθετείτε αυτό το προϊόν κοντά σε παράθυρο, καθώς μπορεί να χρησιμοποιηθεί ως σκαλοπάτι από το παιδί και να προκαλέσει την πτώση του παιδιού από το παράθυρο. — [684, 191, 996, 205]
warning-line: Η συναρμολόγηση πρέπει να πραγματοποιείται μόνο από έναν ικανό ενήλικα. — [684, 171, 865, 177]
warning-line: NESTATYKITE šio gaminio prie lango, kur vaikas roletų ar užuolaidų virvelėmis galėtų pasismaugti. — [684, 506, 914, 513]
